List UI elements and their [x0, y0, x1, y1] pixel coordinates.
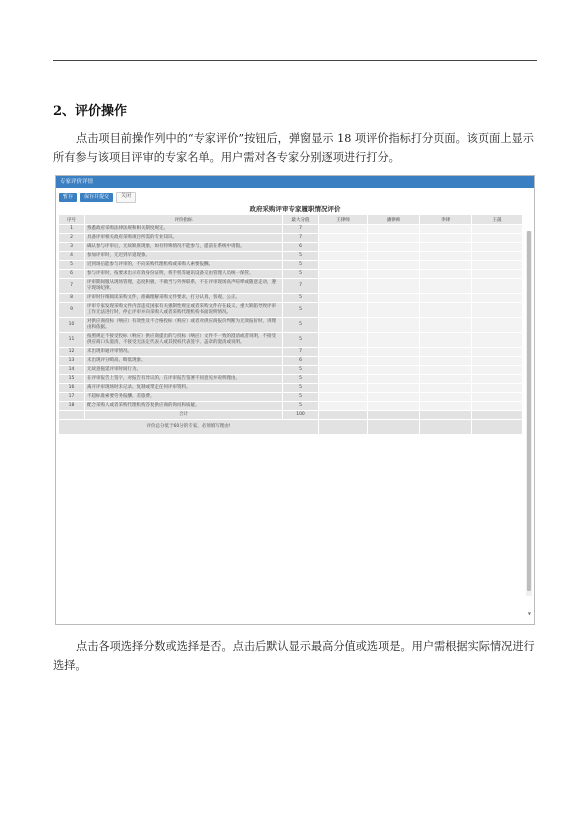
max-score: 5 [283, 393, 319, 402]
table-row [59, 225, 523, 234]
note-text: 评价总分低于60分的专家，必须填写理由! [59, 420, 319, 435]
score-cell[interactable] [319, 303, 368, 318]
scroll-down-arrow-icon[interactable]: ▼ [527, 611, 531, 616]
indicator-text: 具备评审相关政府采购项目所需的专业知识。 [85, 234, 283, 243]
score-cell[interactable] [420, 318, 472, 333]
row-number: 9 [59, 303, 85, 318]
score-cell[interactable] [319, 411, 368, 420]
max-score: 5 [283, 303, 319, 318]
score-cell[interactable] [472, 261, 523, 270]
score-cell[interactable] [368, 303, 420, 318]
indicator-text: 未出现评分畸高、畸低现象。 [85, 357, 283, 366]
row-number: 12 [59, 348, 85, 357]
indicator-text: 评审时仔细阅读采购文件，准确理解采购文件要求，打分认真，客观、公正。 [85, 294, 283, 303]
score-cell[interactable] [319, 252, 368, 261]
score-cell[interactable] [319, 318, 368, 333]
score-cell[interactable] [420, 384, 472, 393]
row-number: 2 [59, 234, 85, 243]
table-row [59, 393, 523, 402]
score-cell[interactable] [472, 294, 523, 303]
row-number: 16 [59, 384, 85, 393]
score-cell[interactable] [319, 243, 368, 252]
dialog-screenshot [55, 175, 535, 625]
col-header-no: 序号 [59, 215, 85, 225]
indicator-text: 评审专家发现采购文件内容违反国家有关强制性规定或者采购文件存在歧义、重大缺陷导致评审工作无法进行时，停止评审并向采购人或者采购代理机构书面说明情况。 [85, 303, 283, 318]
max-score: 5 [283, 252, 319, 261]
max-score: 6 [283, 243, 319, 252]
score-cell[interactable] [472, 348, 523, 357]
row-number: 5 [59, 261, 85, 270]
max-score: 5 [283, 294, 319, 303]
score-cell[interactable] [319, 357, 368, 366]
max-score: 5 [283, 402, 319, 411]
indicator-text: 参与评审时，按要求出示有效身份证明，将手机等通讯设备交由管理人员统一保管。 [85, 270, 283, 279]
score-cell[interactable] [368, 294, 420, 303]
indicator-text: 参加评审时，无迟到早退现象。 [85, 252, 283, 261]
score-cell[interactable] [472, 279, 523, 294]
section-heading: 2、评价操作 [53, 104, 128, 119]
row-number: 3 [59, 243, 85, 252]
score-cell[interactable] [420, 333, 472, 348]
score-cell[interactable] [472, 357, 523, 366]
table-row [59, 348, 523, 357]
indicator-text: 熟悉政府采购法律法规和相关制度规定。 [85, 225, 283, 234]
row-number: 6 [59, 270, 85, 279]
score-cell[interactable] [420, 225, 472, 234]
paragraph-instructions: 点击各项选择分数或选择是否。点击后默认显示最高分值或选项是。用户需根据实际情况进行选择。 [53, 640, 535, 672]
close-button[interactable]: 关闭 [116, 192, 136, 203]
score-cell[interactable] [420, 234, 472, 243]
score-cell[interactable] [420, 303, 472, 318]
score-cell[interactable] [368, 279, 420, 294]
score-cell[interactable] [319, 393, 368, 402]
row-number: 4 [59, 252, 85, 261]
sum-row [59, 411, 523, 420]
score-cell[interactable] [472, 252, 523, 261]
row-number: 14 [59, 366, 85, 375]
score-cell[interactable] [319, 261, 368, 270]
score-cell[interactable] [368, 348, 420, 357]
col-header-item: 评价指标 [85, 215, 283, 225]
indicator-text: 未出现串通评审情况。 [85, 348, 283, 357]
evaluation-table [58, 214, 523, 435]
score-cell[interactable] [420, 294, 472, 303]
indicator-text: 在评审报告上签字，对报告有异议的，在评审报告签署不同意见并说明理由。 [85, 375, 283, 384]
table-row [59, 234, 523, 243]
score-cell[interactable] [420, 252, 472, 261]
score-cell[interactable] [368, 333, 420, 348]
score-cell[interactable] [420, 261, 472, 270]
score-cell[interactable] [420, 279, 472, 294]
indicator-text: 配合采购人或者采购代理机构答复供应商的询问和质疑。 [85, 402, 283, 411]
score-cell[interactable] [420, 270, 472, 279]
table-row [59, 318, 523, 333]
table-header-row [59, 215, 523, 225]
reason-cell[interactable] [420, 420, 472, 435]
score-cell[interactable] [319, 348, 368, 357]
score-cell[interactable] [368, 225, 420, 234]
table-row [59, 402, 523, 411]
max-score: 7 [283, 234, 319, 243]
sum-value: 100 [283, 411, 319, 420]
row-number: 10 [59, 318, 85, 333]
max-score: 7 [283, 225, 319, 234]
score-cell[interactable] [420, 348, 472, 357]
row-number: 7 [59, 279, 85, 294]
header-rule [53, 60, 537, 61]
score-cell[interactable] [368, 243, 420, 252]
dialog-title: 专家评价详情 [56, 176, 534, 188]
max-score: 5 [283, 375, 319, 384]
max-score: 7 [283, 348, 319, 357]
col-header-expert: 王律师 [319, 215, 368, 225]
table-row [59, 333, 523, 348]
reason-cell[interactable] [472, 420, 523, 435]
score-cell[interactable] [368, 252, 420, 261]
max-score: 5 [283, 318, 319, 333]
row-number: 18 [59, 402, 85, 411]
table-title: 政府采购评审专家履职情况评价 [249, 205, 341, 213]
max-score: 6 [283, 357, 319, 366]
row-number: 15 [59, 375, 85, 384]
score-cell[interactable] [319, 333, 368, 348]
paragraph-intro: 点击项目前操作列中的“专家评价”按钮后，弹窗显示 18 项评价指标打分页面。该页面上显示所有参与该项目评审的专家名单。用户需对各专家分别逐项进行打分。 [53, 132, 534, 164]
score-cell[interactable] [472, 333, 523, 348]
score-cell[interactable] [368, 375, 420, 384]
max-score: 5 [283, 384, 319, 393]
score-cell[interactable] [472, 393, 523, 402]
indicator-text: 评审期间服从现场管理，态度积极，不做当与外界联系，不在评审现场高声喧哗或随意走动，遵守现场纪律。 [85, 279, 283, 294]
score-cell[interactable] [472, 243, 523, 252]
row-number: 17 [59, 393, 85, 402]
scrollbar-thumb[interactable] [527, 231, 531, 591]
table-row [59, 252, 523, 261]
indicator-text: 确认参与评审后，无故缺席现象，如有特殊情况不能参与，提前在系统中请假。 [85, 243, 283, 252]
score-cell[interactable] [368, 402, 420, 411]
score-cell[interactable] [368, 357, 420, 366]
table-row [59, 366, 523, 375]
save-submit-button[interactable]: 保存并提交 [80, 193, 113, 202]
score-cell[interactable] [472, 411, 523, 420]
indicator-text: 近到场后能参与评审的，不向采购代理机构或采购人索要报酬。 [85, 261, 283, 270]
score-cell[interactable] [472, 384, 523, 393]
score-cell[interactable] [472, 225, 523, 234]
row-number: 1 [59, 225, 85, 234]
score-cell[interactable] [472, 303, 523, 318]
indicator-text: 按照规定不接受投标（响应）供应商提出的与投标（响应）文件不一致的澄清或者说明，不接受供应商口头澄清，不接受无法定代表人或其授权代表签字、盖章的澄清或说明。 [85, 333, 283, 348]
score-cell[interactable] [420, 243, 472, 252]
indicator-text: 离开评审现场时未记录、复制或带走任何评审资料。 [85, 384, 283, 393]
max-score: 5 [283, 261, 319, 270]
max-score: 7 [283, 279, 319, 294]
score-cell[interactable] [319, 279, 368, 294]
table-row [59, 294, 523, 303]
row-number: 13 [59, 357, 85, 366]
table-row [59, 384, 523, 393]
max-score: 5 [283, 270, 319, 279]
score-cell[interactable] [368, 393, 420, 402]
indicator-text: 不超标准索要劳务报酬、差旅费。 [85, 393, 283, 402]
save-draft-button[interactable]: 暂存 [59, 193, 77, 202]
table-row [59, 243, 523, 252]
score-cell[interactable] [420, 393, 472, 402]
col-header-expert: 王晟 [472, 215, 523, 225]
score-cell[interactable] [368, 318, 420, 333]
score-cell[interactable] [368, 411, 420, 420]
score-cell[interactable] [368, 261, 420, 270]
score-cell[interactable] [472, 318, 523, 333]
score-cell[interactable] [472, 366, 523, 375]
indicator-text: 对供应商投标（响应）有效性及不合格投标（响应）或者对供应商报价判断为无效报价时，讲理由和依据。 [85, 318, 283, 333]
table-row [59, 270, 523, 279]
score-cell[interactable] [420, 375, 472, 384]
note-row [59, 420, 523, 435]
score-cell[interactable] [472, 270, 523, 279]
table-row [59, 279, 523, 294]
table-row [59, 261, 523, 270]
score-cell[interactable] [319, 225, 368, 234]
col-header-expert: 李律 [420, 215, 472, 225]
score-cell[interactable] [472, 402, 523, 411]
reason-cell[interactable] [368, 420, 420, 435]
score-cell[interactable] [368, 384, 420, 393]
score-cell[interactable] [420, 411, 472, 420]
score-cell[interactable] [420, 366, 472, 375]
max-score: 5 [283, 333, 319, 348]
table-row [59, 375, 523, 384]
score-cell[interactable] [319, 402, 368, 411]
col-header-max: 最大分值 [283, 215, 319, 225]
score-cell[interactable] [319, 366, 368, 375]
score-cell[interactable] [319, 375, 368, 384]
score-cell[interactable] [368, 234, 420, 243]
score-cell[interactable] [472, 375, 523, 384]
score-cell[interactable] [420, 357, 472, 366]
score-cell[interactable] [319, 270, 368, 279]
score-cell[interactable] [319, 294, 368, 303]
score-cell[interactable] [472, 234, 523, 243]
row-number: 11 [59, 333, 85, 348]
sum-label: 合计 [85, 411, 283, 420]
score-cell[interactable] [368, 270, 420, 279]
score-cell[interactable] [319, 384, 368, 393]
reason-cell[interactable] [319, 420, 368, 435]
indicator-text: 无故意拖延评审时间行为。 [85, 366, 283, 375]
table-row [59, 303, 523, 318]
table-row [59, 357, 523, 366]
max-score: 5 [283, 366, 319, 375]
score-cell[interactable] [420, 402, 472, 411]
col-header-expert: 潘律师 [368, 215, 420, 225]
row-number: 8 [59, 294, 85, 303]
score-cell[interactable] [319, 234, 368, 243]
score-cell[interactable] [368, 366, 420, 375]
